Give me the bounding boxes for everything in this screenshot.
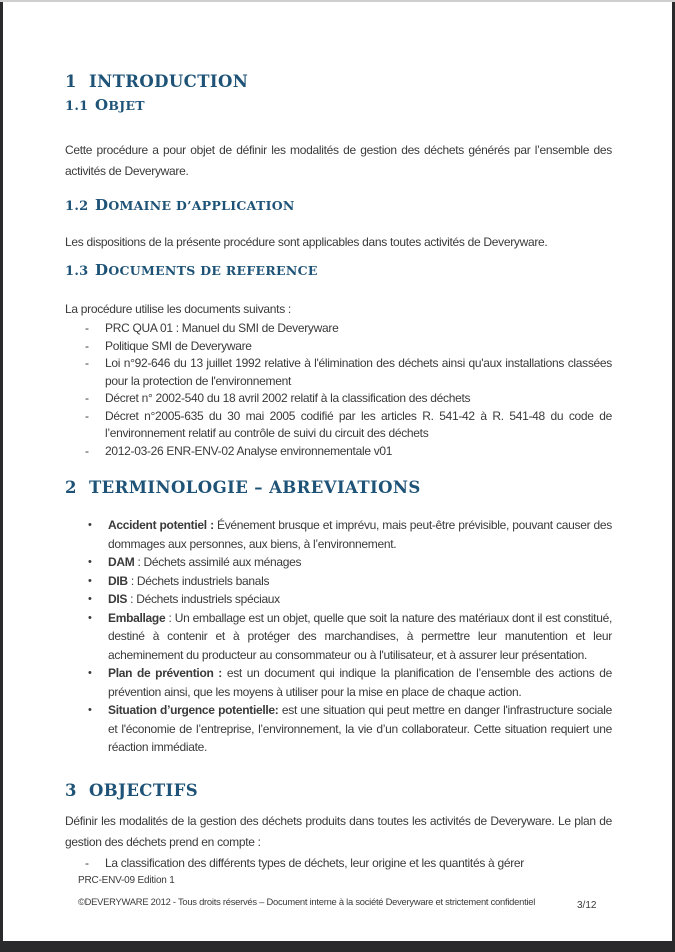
- objectifs-list: [65, 855, 612, 873]
- reference-doc-item: - Décret n°2005-635 du 30 mai 2005 codifié par les articles R. 541-42 à R. 541-48 du code de l’environnement relatif au contrôle de suivi du circuit des déchets: [65, 408, 612, 443]
- section-1-3-heading: [65, 261, 612, 281]
- term-definition: : Déchets industriels spéciaux: [127, 592, 280, 606]
- section-3-title: OBJECTIFS: [89, 780, 199, 800]
- domaine-paragraph: Les dispositions de la présente procédure sont applicables dans toutes activités de Deveryware.: [65, 235, 548, 249]
- term-item: [65, 664, 612, 701]
- term-item: [65, 609, 612, 665]
- section-1-1-title: OBJET: [95, 96, 145, 114]
- reference-doc-item: - PRC QUA 01 : Manuel du SMI de Deveryware: [65, 320, 612, 338]
- terminology-list: [65, 516, 612, 757]
- reference-doc-item: - 2012-03-26 ENR-ENV-02 Analyse environnementale v01: [65, 443, 612, 461]
- reference-doc-item: - Loi n°92-646 du 13 juillet 1992 relative à l'élimination des déchets ainsi qu'aux installations classées pour la protection de l'environnement: [65, 355, 612, 390]
- term-name: DIB: [108, 573, 128, 588]
- term-definition: : Déchets industriels banals: [127, 573, 270, 588]
- term-definition: Événement brusque et imprévu, mais peut-être prévisible, pouvant causer des dommages aux personnes, aux biens, à l’environnement.: [108, 518, 613, 551]
- term-item: [65, 590, 612, 609]
- term-name: DAM: [108, 555, 135, 569]
- section-3-heading: [65, 781, 612, 801]
- objectifs-paragraph: Définir les modalités de la gestion des déchets produits dans toutes les activités de Deveryware. Le plan de gestion des déchets prend en compte :: [65, 813, 612, 849]
- reference-doc-item: - Décret n° 2002-540 du 18 avril 2002 relatif à la classification des déchets: [65, 390, 612, 408]
- footer-page-number: 3/12: [577, 900, 597, 911]
- term-name: Plan de prévention :: [108, 666, 223, 680]
- section-2-title: TERMINOLOGIE – ABREVIATIONS: [89, 478, 421, 497]
- section-1-1-heading: [65, 96, 612, 116]
- document-page: [3, 2, 672, 941]
- section-1-2-heading: [65, 196, 612, 216]
- section-1-number: 1: [65, 72, 77, 91]
- section-1-1-number: 1.1: [65, 99, 89, 114]
- section-2-heading: [65, 478, 612, 498]
- section-1-3-title: DOCUMENTS DE REFERENCE: [95, 261, 318, 279]
- term-definition: : Un emballage est un objet, quelle que soit la nature des matériaux dont il est constitué, destiné à contenir et à protéger des marchandises, à permettre leur manutention et leur acheminement du producteur au consommateur ou à l'utilisateur, et à assurer leur présentation.: [108, 610, 612, 662]
- section-1-title: INTRODUCTION: [89, 72, 249, 91]
- section-1-2-title: DOMAINE D’APPLICATION: [95, 196, 295, 214]
- term-name: Situation d’urgence potentielle:: [108, 703, 279, 717]
- term-item: [65, 516, 612, 553]
- term-name: DIS: [108, 592, 128, 606]
- footer-copyright: ©DEVERYWARE 2012 - Tous droits réservés – Document interne à la société Deveryware et strictement confidentiel: [78, 896, 536, 907]
- reference-documents-list: [65, 320, 612, 460]
- footer-doc-reference: PRC-ENV-09 Edition 1: [78, 875, 175, 886]
- term-item: [65, 572, 612, 591]
- term-definition: : Déchets assimilé aux ménages: [134, 555, 302, 569]
- section-1-heading: [65, 72, 612, 92]
- objectif-item: - La classification des différents types de déchets, leur origine et les quantités à gérer: [65, 855, 612, 873]
- reference-doc-item: - Politique SMI de Deveryware: [65, 338, 612, 356]
- section-1-2-number: 1.2: [65, 199, 89, 214]
- term-item: [65, 701, 612, 757]
- section-2-number: 2: [65, 478, 77, 497]
- objet-paragraph: Cette procédure a pour objet de définir les modalités de gestion des déchets générés par l’ensemble des activités de Deveryware.: [65, 143, 612, 178]
- term-item: [65, 553, 612, 572]
- section-1-3-number: 1.3: [65, 264, 89, 279]
- term-name: Emballage: [108, 610, 166, 625]
- term-definition: est une situation qui peut mettre en danger l'infrastructure sociale et l'économie de l’entreprise, l’environnement, la vie d’un collaborateur. Cette situation requiert une réaction immédiate.: [108, 703, 613, 754]
- section-3-number: 3: [65, 780, 77, 800]
- reference-intro: La procédure utilise les documents suivants :: [65, 302, 291, 316]
- term-name: Accident potentiel :: [108, 518, 214, 532]
- term-definition: est un document qui indique la planification de l’ensemble des actions de prévention ainsi, que les moyens à utiliser pour la mise en place de chaque action.: [108, 666, 612, 699]
